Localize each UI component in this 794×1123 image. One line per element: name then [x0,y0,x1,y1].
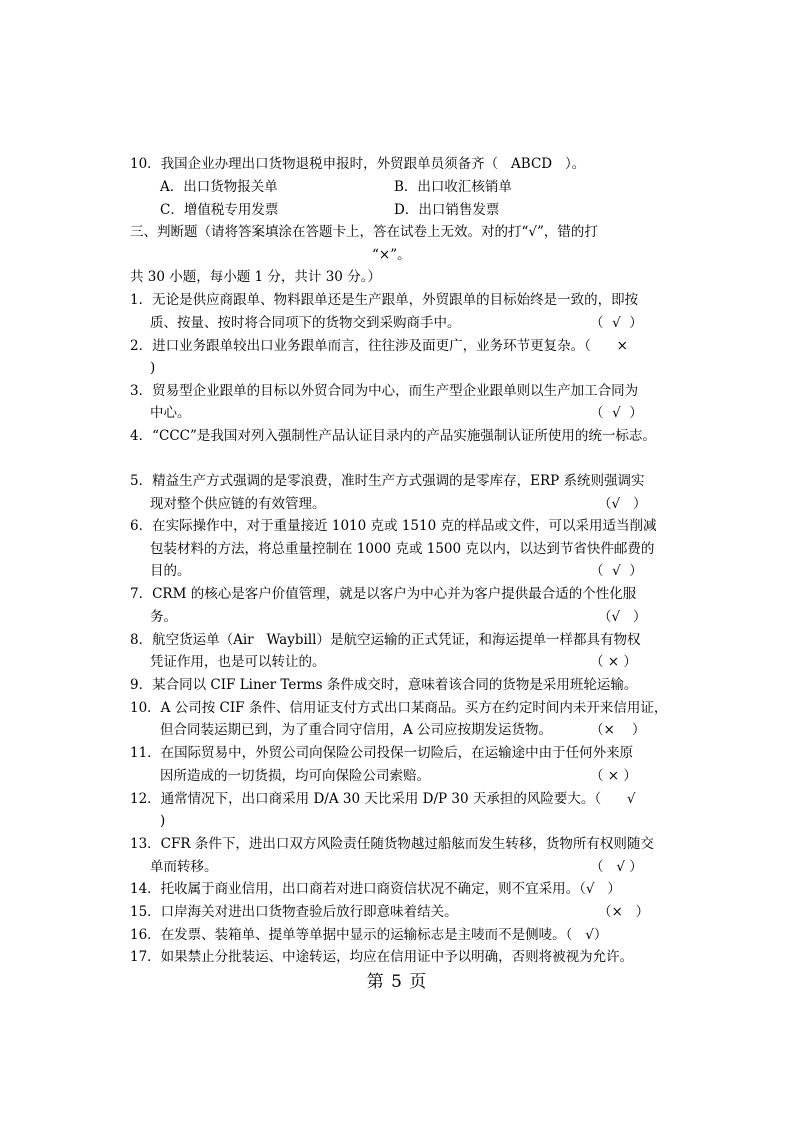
section-heading-cont: “×”。 [372,247,411,263]
answer-7: （√ ） [598,609,647,625]
item-11-cont: 因所造成的一切货损，均可向保险公司索赔。 [160,768,430,784]
item-15: 15．口岸海关对进出口货物查验后放行即意味着结关。 [130,904,458,920]
option-d: D．出口销售发票 [394,202,500,218]
item-10: 10．A 公司按 CIF 条件、信用证支付方式出口某商品。买方在约定时间内未开来信用证， [130,700,668,716]
item-8: 8．航空货运单（Air Waybill）是航空运输的正式凭证，和海运提单一样都具有物权 [130,632,641,648]
item-16: 16．在发票、装箱单、提单等单据中显示的运输标志是主唛而不是侧唛。（ √） [130,927,608,943]
item-2-cont: ) [150,360,156,376]
item-17: 17．如果禁止分批装运、中途转运，均应在信用证中予以明确，否则将被视为允许。 [130,949,634,965]
answer-6: （ √ ） [590,563,643,579]
answer-1: （ √ ） [590,315,643,331]
item-14: 14．托收属于商业信用，出口商若对进口商资信状况不确定，则不宜采用。（√ ） [130,881,621,897]
option-b: B．出口收汇核销单 [394,179,512,195]
item-5: 5．精益生产方式强调的是零浪费，准时生产方式强调的是零库存，ERP 系统则强调实 [130,473,645,489]
page-number: 第 5 页 [366,972,428,992]
answer-3: （ √ ） [590,405,643,421]
answer-10: （× ） [590,722,646,738]
item-4: 4．“CCC”是我国对列入强制性产品认证目录内的产品实施强制认证所使用的统一标志。 [130,428,656,444]
item-11: 11．在国际贸易中，外贸公司向保险公司投保一切险后，在运输途中由于任何外来原 [130,745,634,761]
item-7-cont: 务。 [150,609,177,625]
item-5-cont: 现对整个供应链的有效管理。 [150,496,326,512]
answer-15: （× ） [598,904,650,920]
section-note: 共 30 小题，每小题 1 分，共计 30 分。） [130,269,381,285]
item-13: 13．CFR 条件下，进出口双方风险责任随货物越过船舷而发生转移，货物所有权则随交 [130,836,654,852]
item-3-cont: 中心。 [150,405,191,421]
item-7: 7．CRM 的核心是客户价值管理，就是以客户为中心并为客户提供最合适的个性化服 [130,586,637,602]
item-12: 12．通常情况下，出口商采用 D/A 30 天比采用 D/P 30 天承担的风险要大。（ √ [130,791,636,807]
option-a: A．出口货物报关单 [160,179,278,195]
item-8-cont: 凭证作用，也是可以转让的。 [150,654,326,670]
item-10-cont: 但合同装运期已到，为了重合同守信用，A 公司应按期发运货物。 [160,722,553,738]
item-3: 3．贸易型企业跟单的目标以外贸合同为中心，而生产型企业跟单则以生产加工合同为 [130,383,639,399]
option-c: C．增值税专用发票 [160,202,279,218]
item-13-cont: 单而转移。 [150,859,218,875]
answer-5: （√ ） [598,496,647,512]
item-6: 6．在实际操作中，对于重量接近 1010 克或 1510 克的样品或文件，可以采用适当削减 [130,518,657,534]
question-10: 10．我国企业办理出口货物退税申报时，外贸跟单员须备齐（ ABCD ）。 [130,156,586,172]
item-9: 9．某合同以 CIF Liner Terms 条件成交时，意味着该合同的货物是采用班轮运输。 [130,677,638,693]
item-12-cont: ) [160,813,166,829]
item-6-cont2: 目的。 [150,563,191,579]
item-2: 2．进口业务跟单较出口业务跟单而言，往往涉及面更广，业务环节更复杂。（ × [130,338,628,354]
answer-13: （ √ ） [590,859,643,875]
section-heading: 三、判断题（请将答案填涂在答题卡上，答在试卷上无效。对的打“√”，错的打 [130,224,598,240]
item-6-cont: 包装材料的方法，将总重量控制在 1000 克或 1500 克以内，以达到节省快件邮费的 [150,541,655,557]
answer-8: （ × ） [590,654,637,670]
item-1: 1．无论是供应商跟单、物料跟单还是生产跟单，外贸跟单的目标始终是一致的，即按 [130,292,639,308]
item-1-cont: 质、按量、按时将合同项下的货物交到采购商手中。 [150,315,461,331]
answer-11: （ × ） [590,768,637,784]
